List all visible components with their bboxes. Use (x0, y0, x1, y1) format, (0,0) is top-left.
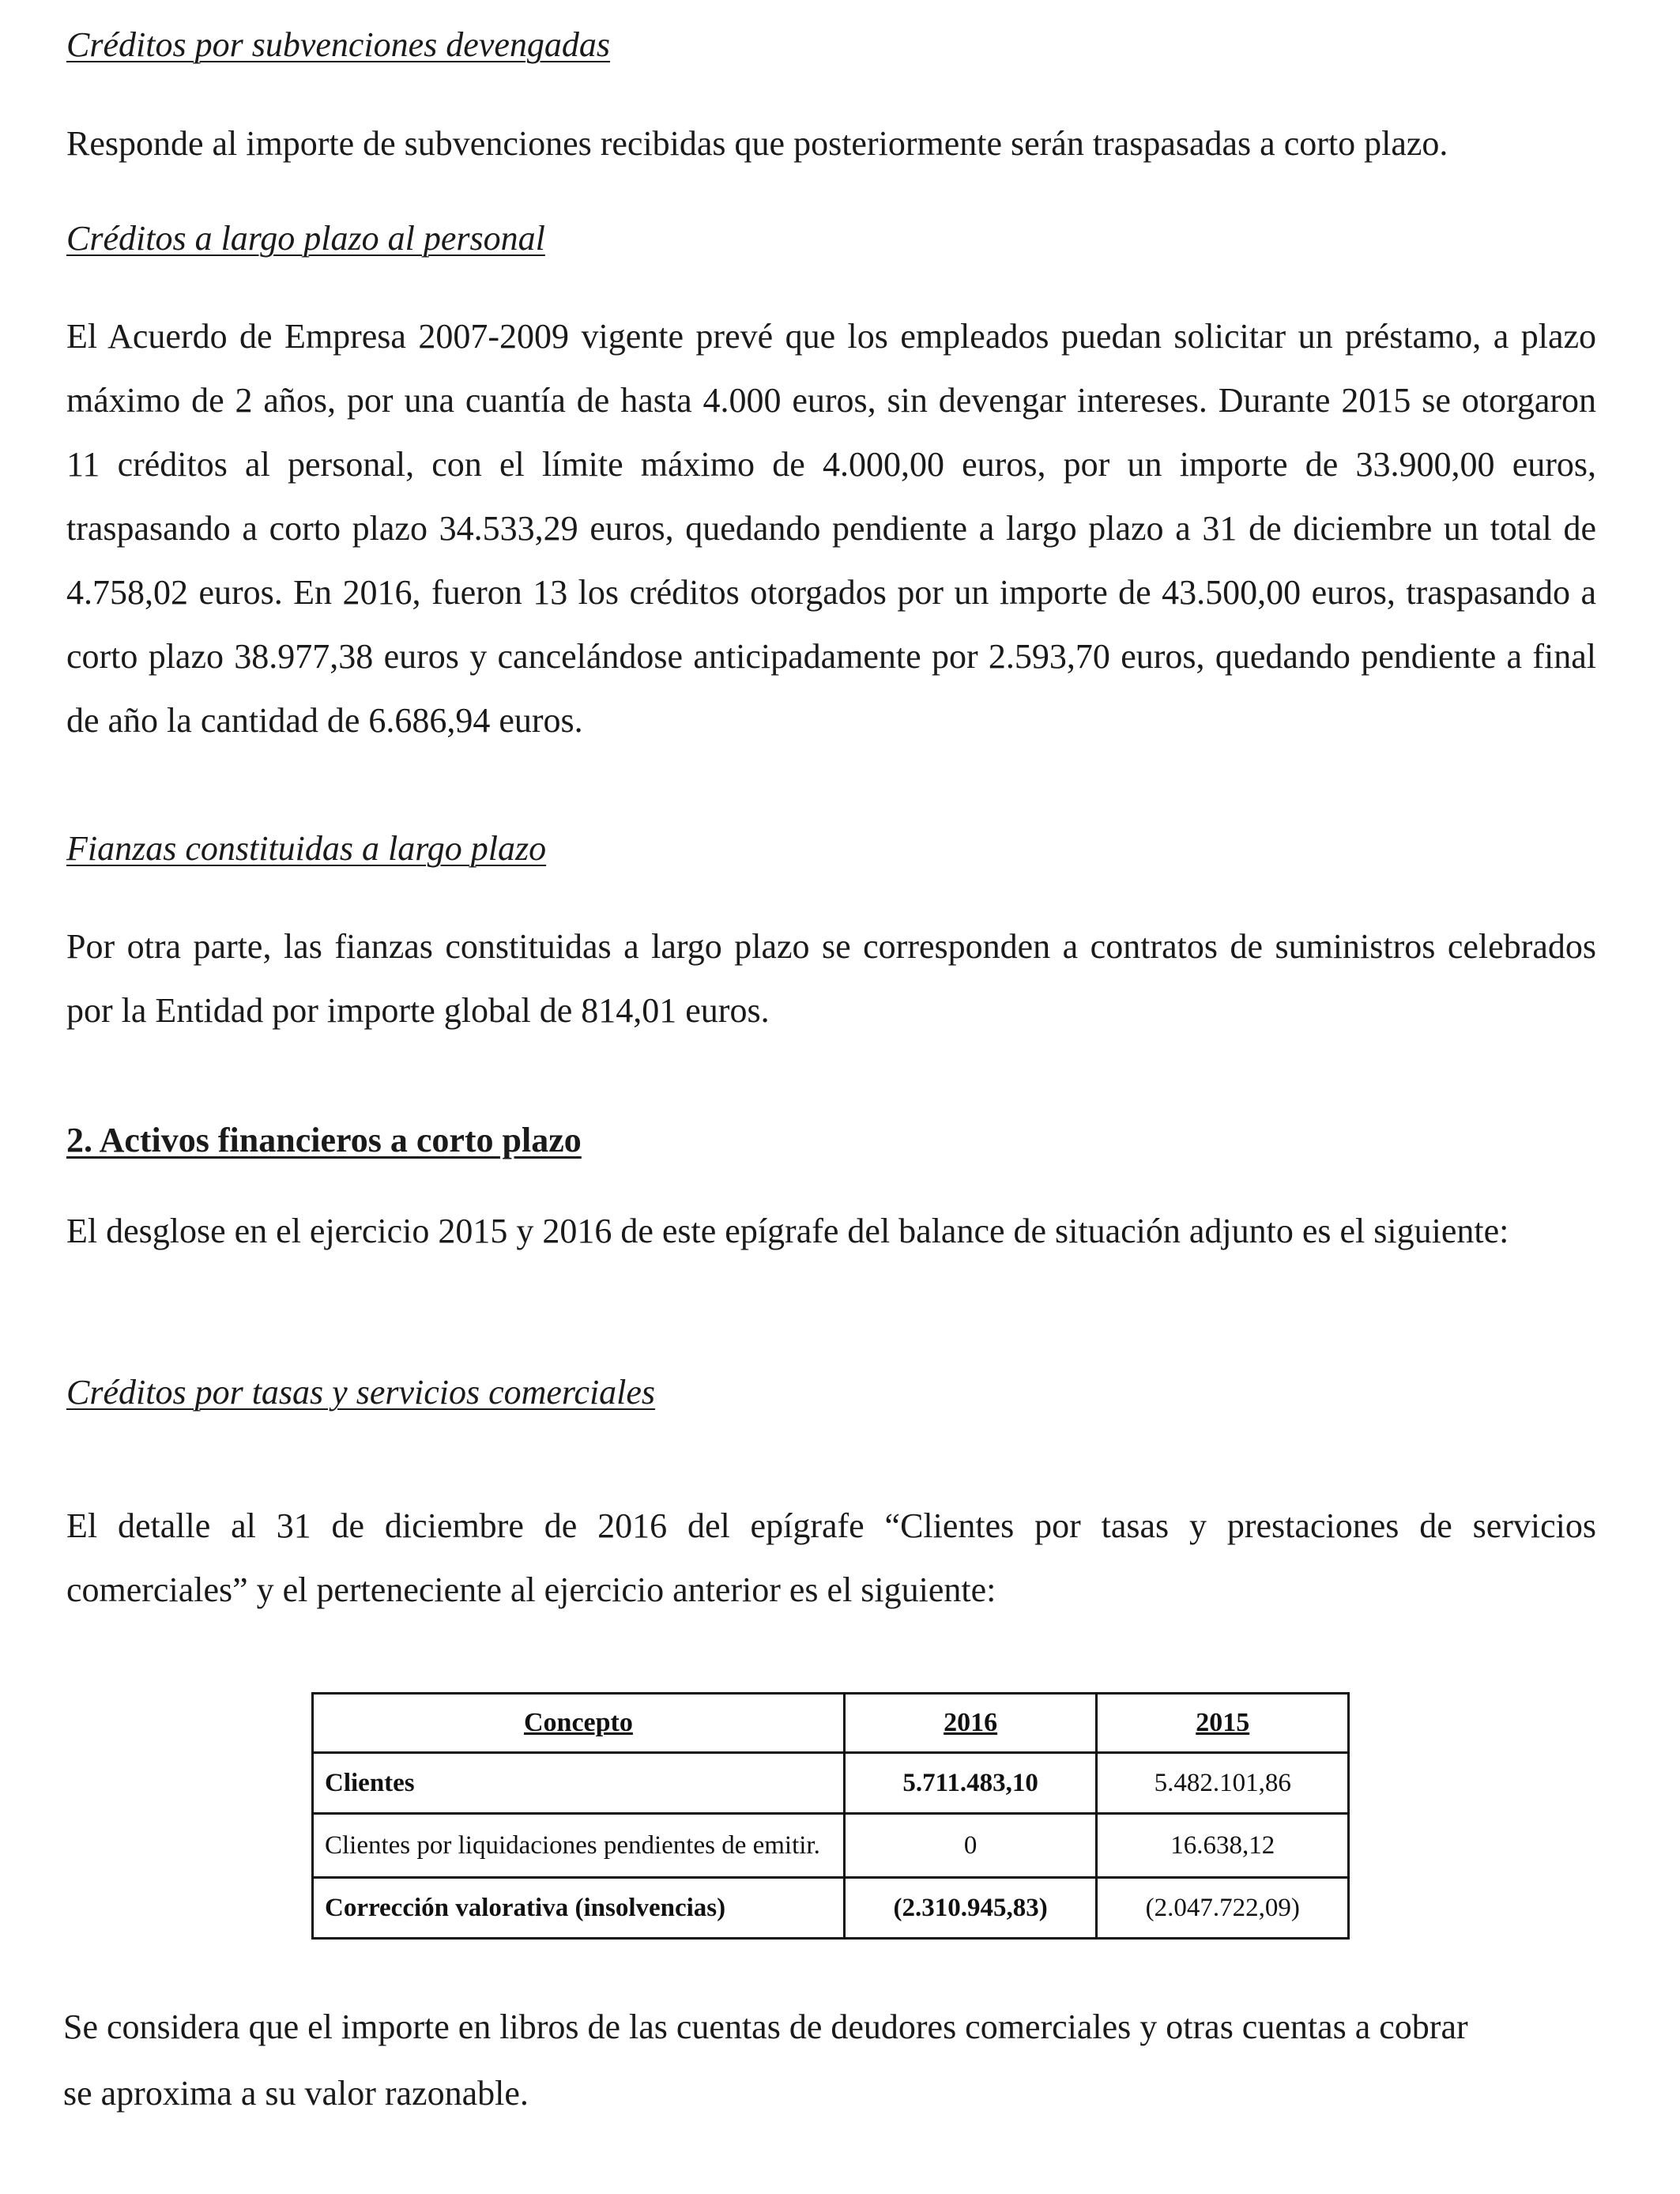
paragraph-subvenciones: Responde al importe de subvenciones recibidas que posteriormente serán traspasadas a corto plazo. (66, 124, 1448, 163)
cell-2016: (2.310.945,83) (844, 1878, 1097, 1939)
heading-subvenciones: Créditos por subvenciones devengadas (66, 25, 610, 64)
closing-line-2: se aproxima a su valor razonable. (63, 2074, 529, 2113)
paragraph-fianzas: Por otra parte, las fianzas constituidas a largo plazo se corresponden a contratos de suministros celebrados por la Entidad por importe global de 814,01 euros. (66, 927, 1596, 1030)
heading-fianzas: Fianzas constituidas a largo plazo (66, 829, 547, 868)
cell-concepto: Clientes (313, 1753, 845, 1814)
table-header-row (313, 1694, 1349, 1753)
paragraph-tasas: El detalle al 31 de diciembre de 2016 del epígrafe “Clientes por tasas y prestaciones de servicios comerciales” y el perteneciente al ejercicio anterior es el siguiente: (66, 1506, 1596, 1609)
heading-tasas: Créditos por tasas y servicios comerciales (66, 1373, 656, 1412)
paragraph-personal: El Acuerdo de Empresa 2007-2009 vigente prevé que los empleados puedan solicitar un préstamo, a plazo máximo de 2 años, por una cuantía de hasta 4.000 euros, sin devengar intereses. Durante 2015 se otorgaron 11 créditos al personal, con el límite máximo de 4.000,00 euros, por un importe de 33.900,00 euros, traspasando a corto plazo 34.533,29 euros, quedando pendiente a largo plazo a 31 de diciembre un total de 4.758,02 euros. En 2016, fueron 13 los créditos otorgados por un importe de 43.500,00 euros, traspasando a corto plazo 38.977,38 euros y cancelándose anticipadamente por 2.593,70 euros, quedando pendiente a final de año la cantidad de 6.686,94 euros. (66, 317, 1596, 740)
cell-2015: 16.638,12 (1097, 1814, 1349, 1878)
cell-2015: (2.047.722,09) (1097, 1878, 1349, 1939)
cell-concepto: Corrección valorativa (insolvencias) (313, 1878, 845, 1939)
header-2016: 2016 (844, 1694, 1097, 1753)
clientes-detail-table (311, 1692, 1350, 1940)
paragraph-activos: El desglose en el ejercicio 2015 y 2016 de este epígrafe del balance de situación adjunto es el siguiente: (66, 1212, 1509, 1250)
table-row (313, 1814, 1349, 1878)
heading-personal: Créditos a largo plazo al personal (66, 219, 545, 258)
table-row (313, 1878, 1349, 1939)
closing-line-1: Se considera que el importe en libros de las cuentas de deudores comerciales y otras cuentas a cobrar (63, 2007, 1468, 2046)
table-row (313, 1753, 1349, 1814)
cell-2016: 0 (844, 1814, 1097, 1878)
cell-2016: 5.711.483,10 (844, 1753, 1097, 1814)
header-concepto: Concepto (313, 1694, 845, 1753)
cell-2015: 5.482.101,86 (1097, 1753, 1349, 1814)
header-2015: 2015 (1097, 1694, 1349, 1753)
heading-activos: 2. Activos financieros a corto plazo (66, 1121, 582, 1159)
cell-concepto: Clientes por liquidaciones pendientes de emitir. (313, 1814, 845, 1878)
